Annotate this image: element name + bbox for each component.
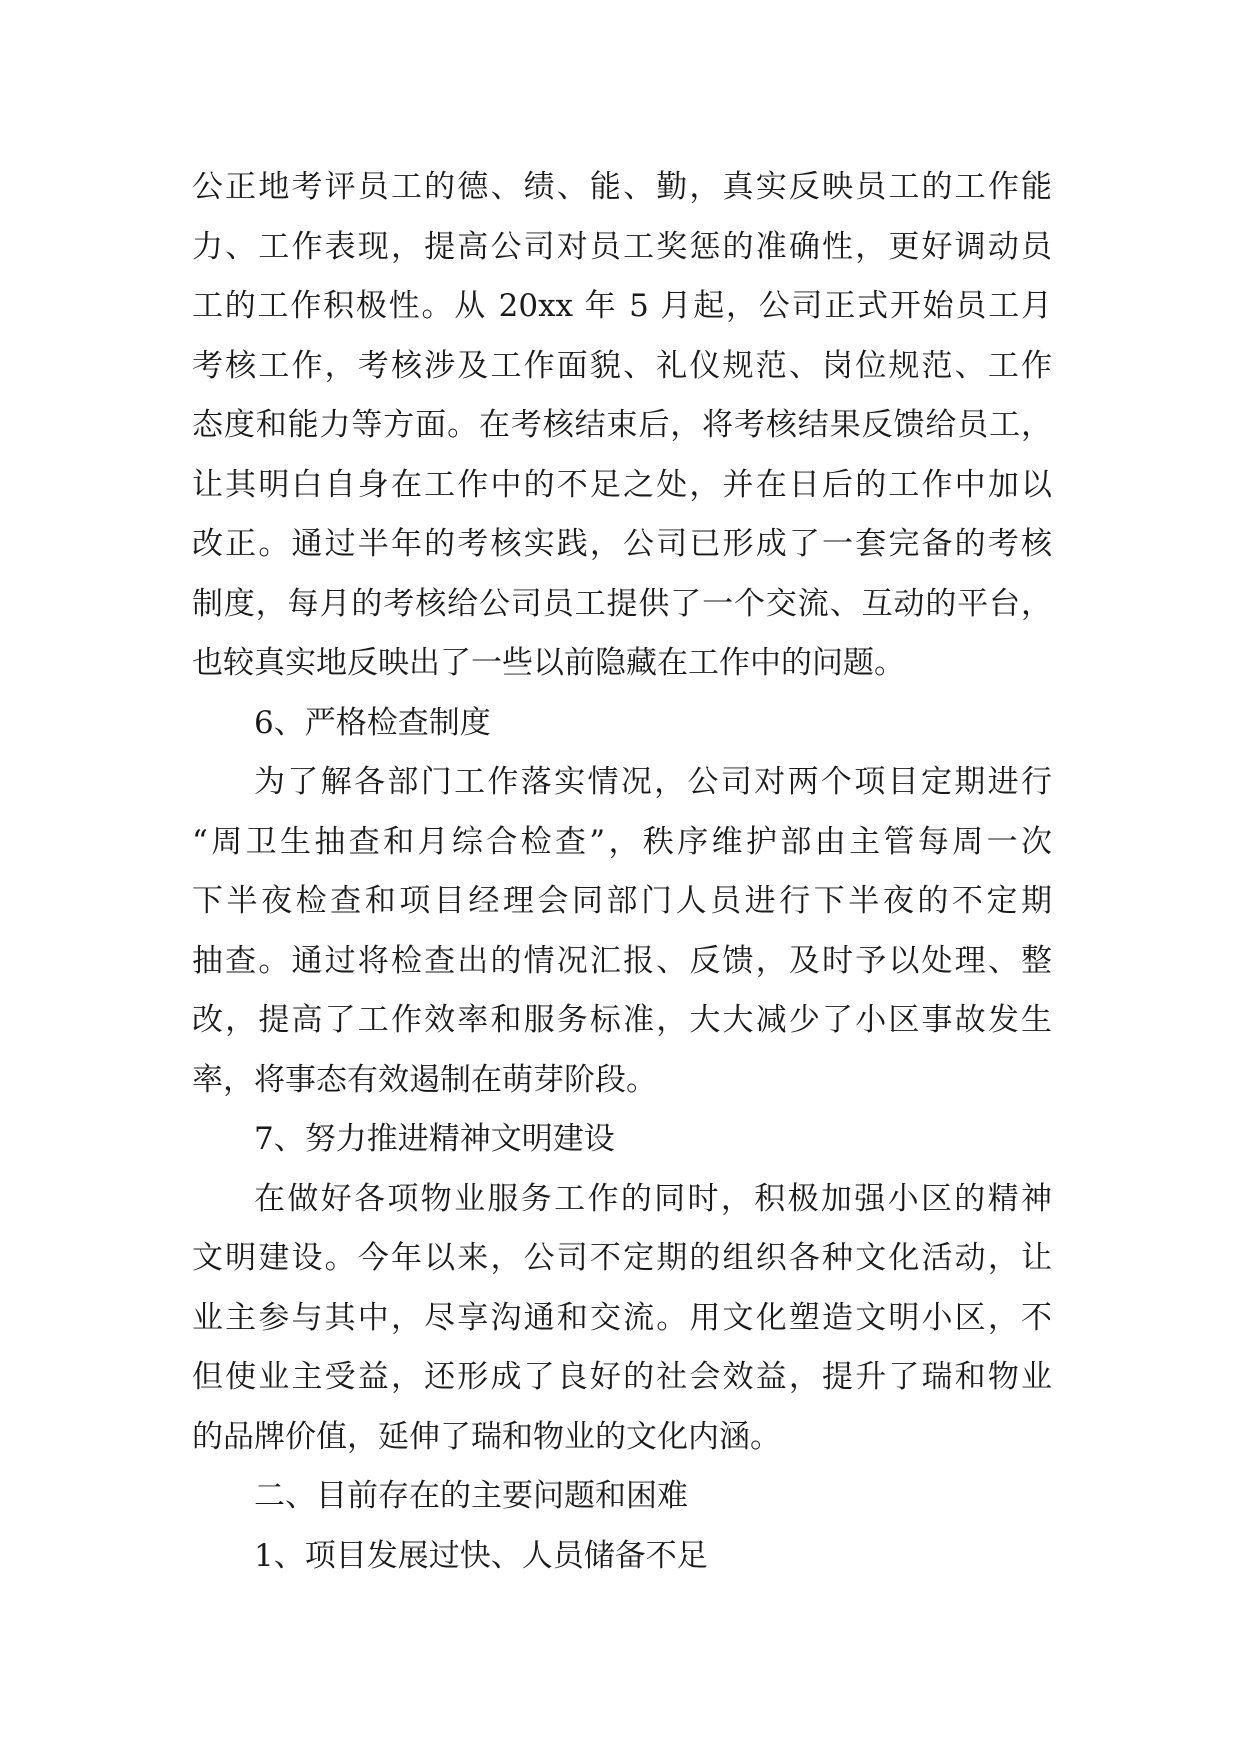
text-line: 抽查。通过将检查出的情况汇报、反馈，及时予以处理、整 xyxy=(192,942,1052,979)
text-line: 率，将事态有效遏制在萌芽阶段。 xyxy=(192,1061,657,1098)
text-line: 态度和能力等方面。在考核结束后，将考核结果反馈给员工， xyxy=(192,407,1052,443)
text-line: 的品牌价值，延伸了瑞和物业的文化内涵。 xyxy=(192,1418,781,1455)
text-line: 也较真实地反映出了一些以前隐藏在工作中的问题。 xyxy=(192,645,905,681)
text-line: 考核工作，考核涉及工作面貌、礼仪规范、岗位规范、工作 xyxy=(192,347,1052,384)
text-line: 6、严格检查制度 xyxy=(254,704,491,741)
text-line: 公正地考评员工的德、绩、能、勤，真实反映员工的工作能 xyxy=(192,169,1052,205)
text-line: 在做好各项物业服务工作的同时，积极加强小区的精神 xyxy=(254,1180,1052,1217)
text-line: 文明建设。今年以来，公司不定期的组织各种文化活动，让 xyxy=(192,1240,1052,1276)
text-line: 制度，每月的考核给公司员工提供了一个交流、互动的平台， xyxy=(192,585,1052,622)
text-line: 为了解各部门工作落实情况，公司对两个项目定期进行 xyxy=(254,764,1052,800)
text-line: 让其明白自身在工作中的不足之处，并在日后的工作中加以 xyxy=(192,466,1052,503)
text-line: 二、目前存在的主要问题和困难 xyxy=(254,1478,688,1514)
text-line: 改，提高了工作效率和服务标准，大大减少了小区事故发生 xyxy=(192,1002,1052,1038)
text-line: 下半夜检查和项目经理会同部门人员进行下半夜的不定期 xyxy=(192,883,1052,919)
text-line: 但使业主受益，还形成了良好的社会效益，提升了瑞和物业 xyxy=(192,1359,1052,1395)
text-line: 1、项目发展过快、人员储备不足 xyxy=(254,1537,708,1574)
text-line: 7、努力推进精神文明建设 xyxy=(254,1121,615,1157)
text-line: 业主参与其中，尽享沟通和交流。用文化塑造文明小区，不 xyxy=(192,1299,1052,1336)
text-line: 改正。通过半年的考核实践，公司已形成了一套完备的考核 xyxy=(192,526,1052,562)
text-line: “周卫生抽查和月综合检查”，秩序维护部由主管每周一次 xyxy=(192,823,1052,860)
text-line: 力、工作表现，提高公司对员工奖惩的准确性，更好调动员 xyxy=(192,228,1052,265)
document-body xyxy=(192,158,1052,1586)
text-line: 工的工作积极性。从 20xx 年 5 月起，公司正式开始员工月 xyxy=(192,288,1052,324)
